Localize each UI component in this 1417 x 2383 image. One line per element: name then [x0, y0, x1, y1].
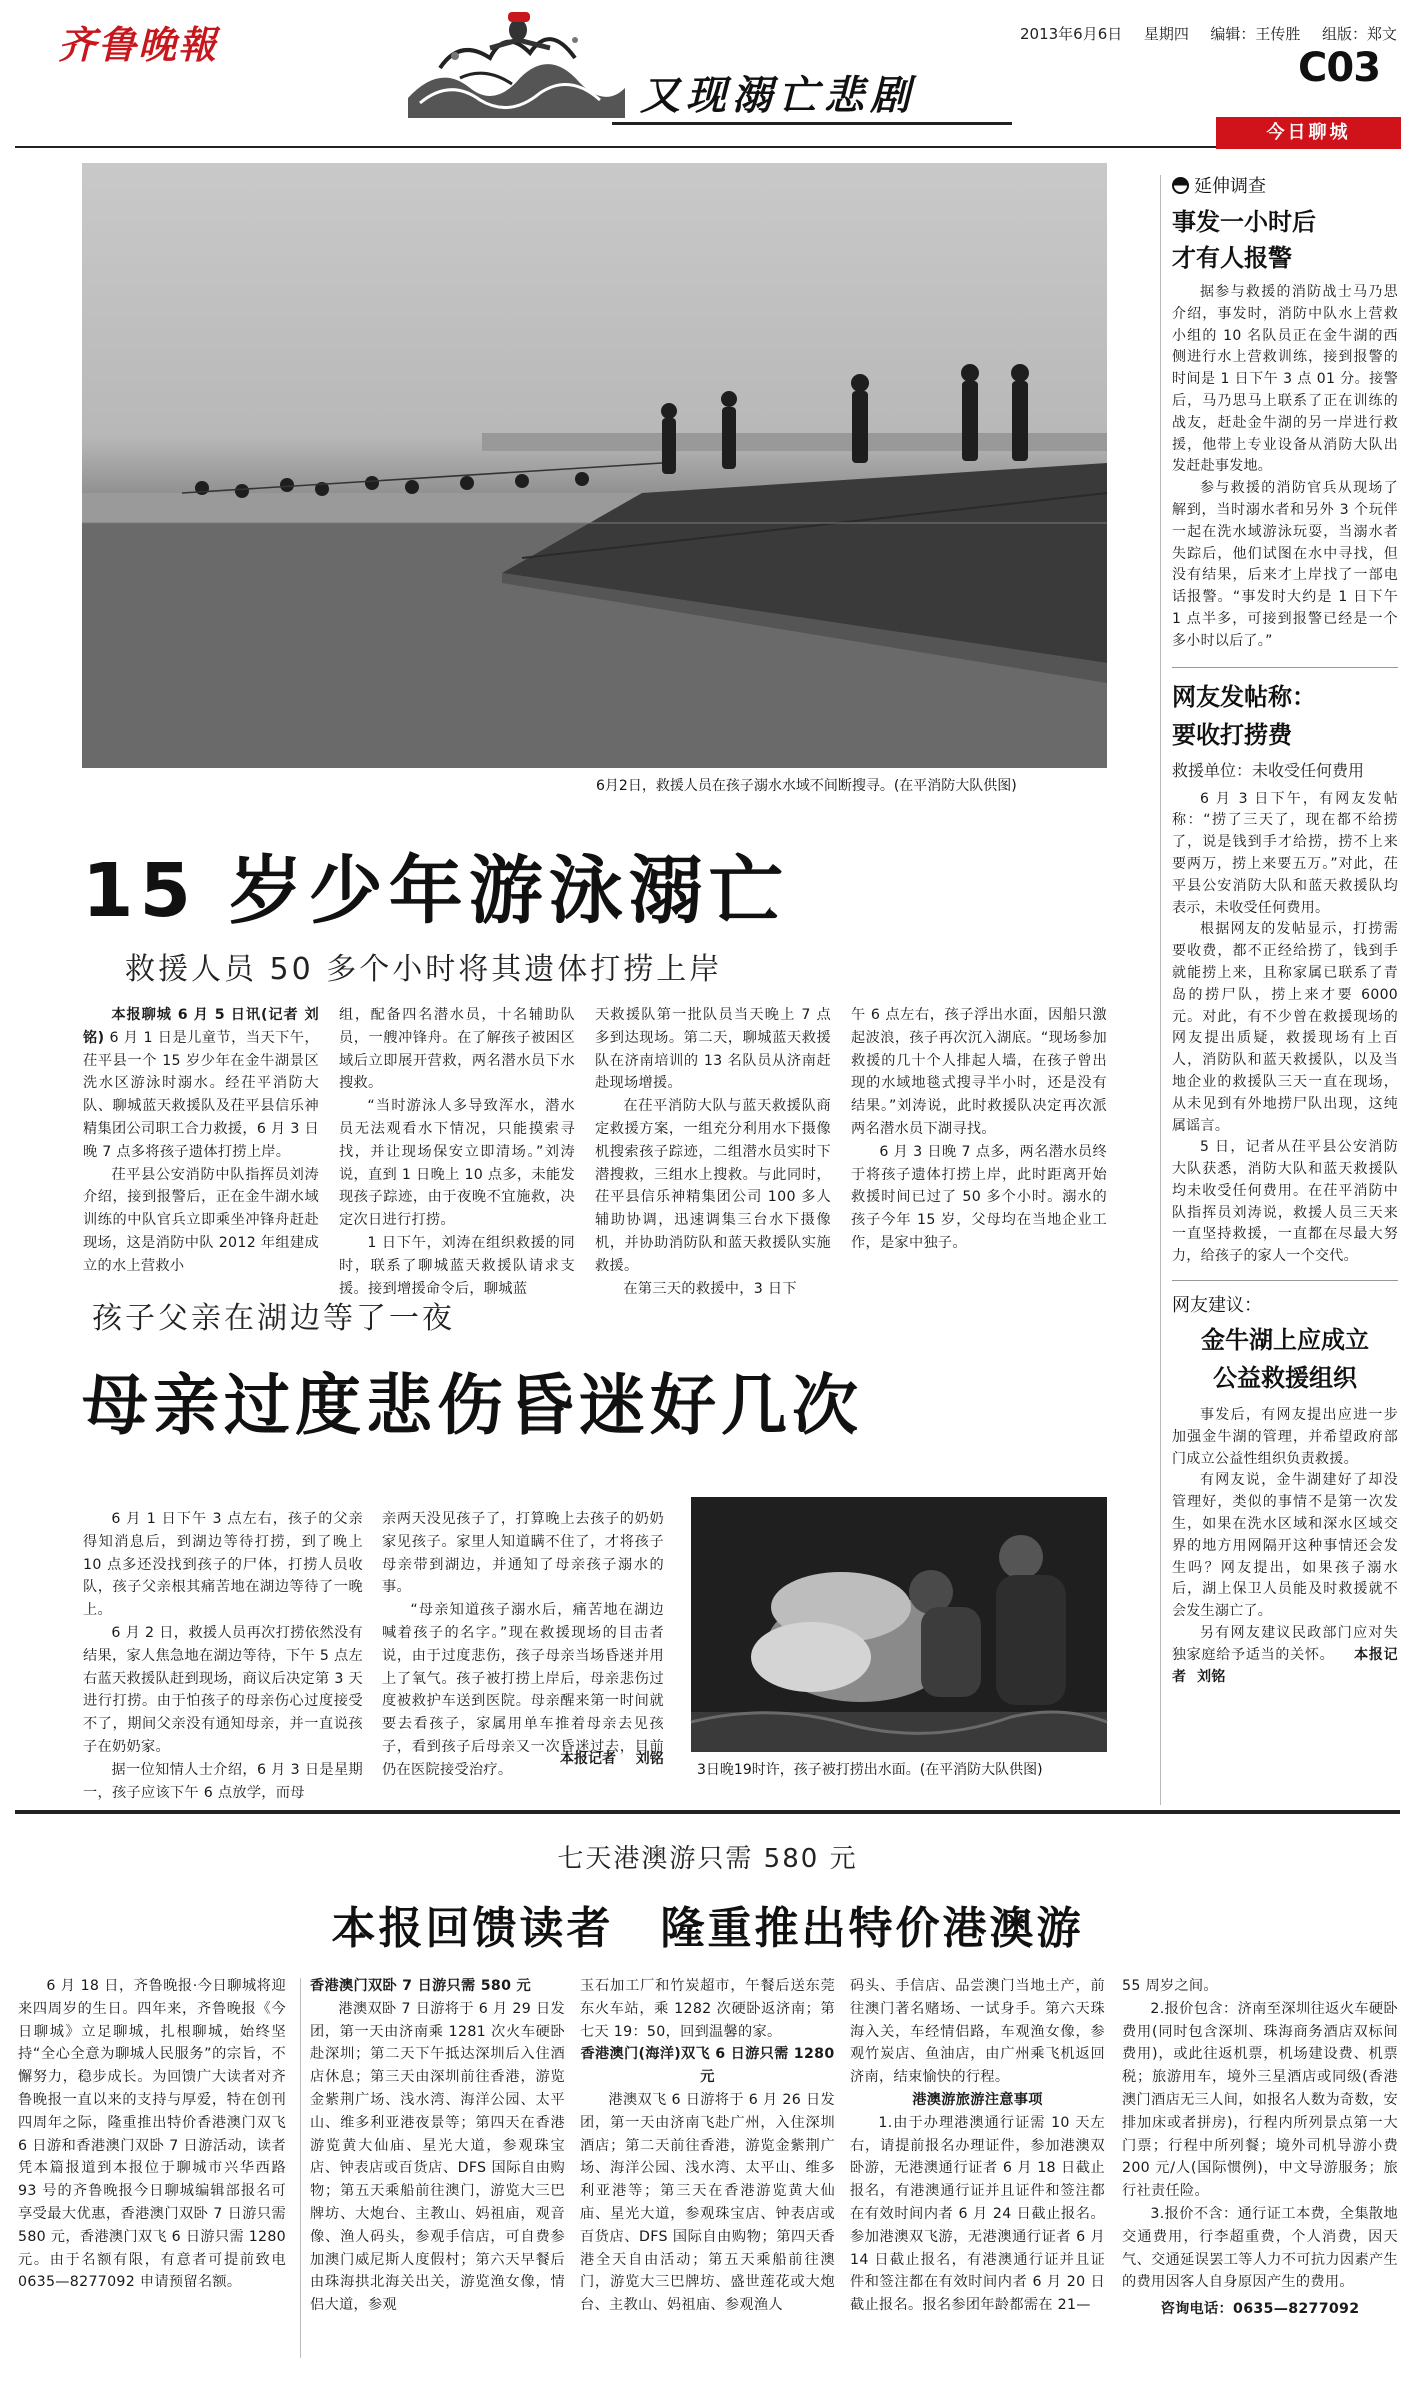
promo-text: 2.报价包含：济南至深圳往返火车硬卧费用(同时包含深圳、珠海商务酒店双标间费用)，或此往返机票，机场建设费、机票税；旅游用车，境外三星酒店或同级(香港澳门酒店无三人间，如报名人数为奇数，安排加床或者拼房)，行程内所列景点第一大门票；行程中所列餐；境外司机导游小费 200 元/人(国际惯例)，中文导游服务；旅行社责任险。 — [1122, 2000, 1398, 2200]
photo2-caption: 3日晚19时许，孩子被打捞出水面。(在平消防大队供图) — [697, 1762, 1043, 1778]
promo-subheading: 香港澳门(海洋)双飞 6 日游只需 1280 元 — [580, 2046, 835, 2086]
main-story-text: 在第三天的救援中，3 日下 — [623, 1280, 797, 1297]
sidebar-text: 6 月 3 日下午，有网友发帖称：“捞了三天了，现在都不给捞了，说是钱到手才给捞，捞不上来要两万，捞上来要五万。”对此，茌平县公安消防大队和蓝天救援队均表示，未收受任何费用。 — [1172, 790, 1398, 916]
dateline: 本报聊城 6 月 5 日讯(记者 刘铭) — [83, 1007, 319, 1046]
title-line: 网友发帖称： — [1172, 682, 1316, 711]
main-story-col2 — [339, 1004, 575, 1297]
paper-logo: 齐鲁晚報 — [58, 22, 219, 67]
main-story-text: “当时游泳人多导致浑水，潜水员无法观看水下情况，只能摸索寻找，并让现场保安立即清场。”刘涛说，直到 1 日晚上 10 点多，未能发现孩子踪迹，由于夜晚不宜施救，决定次日进行打捞。 — [339, 1098, 575, 1229]
main-headline: 15 岁少年游泳溺亡 — [82, 848, 789, 934]
drowning-illustration — [400, 8, 630, 123]
sidebar-section3-text — [1172, 1405, 1398, 1688]
second-headline: 母亲过度悲伤昏迷好几次 — [82, 1367, 863, 1444]
section-title-underline — [612, 122, 1012, 125]
promo-col4 — [850, 1975, 1105, 2360]
sidebar-section2-sub: 救援单位：未收受任何费用 — [1172, 760, 1365, 780]
sidebar-title-3 — [1172, 1321, 1398, 1397]
second-story-text: 6 月 1 日下午 3 点左右，孩子的父亲得知消息后，到湖边等待打捞，到了晚上 10 点多还没找到孩子的尸体，打捞人员收队，孩子父亲根其痛苦地在湖边等待了一晚上。 — [83, 1511, 363, 1619]
byline-name: 刘铭 — [635, 1751, 664, 1767]
main-story-col3 — [595, 1004, 831, 1297]
main-story-col1 — [83, 1004, 319, 1274]
sidebar-text: 据参与救援的消防战士马乃思介绍，事发时，消防中队水上营救小组的 10 名队员正在金牛湖的西侧进行水上营救训练，接到报警的时间是 1 日下午 3 点 01 分。接警后，马乃思马上联系了正在训练的战友，赶赴金牛湖的另一岸进行救援，他带上专业设备从消防大队出发赶赴事发地。 — [1172, 284, 1398, 475]
sidebar-text: 事发后，有网友提出应进一步加强金牛湖的管理，并希望政府部门成立公益性组织负责救援。 — [1172, 1407, 1398, 1467]
masthead — [0, 0, 1417, 150]
sidebar-title-1 — [1172, 204, 1398, 276]
promo-top-rule — [15, 1810, 1400, 1814]
second-byline — [560, 1748, 664, 1768]
title-line: 才有人报警 — [1172, 244, 1292, 272]
photo1-caption: 6月2日，救援人员在孩子溺水水域不间断搜寻。(在平消防大队供图) — [596, 778, 1017, 794]
sidebar-title-2 — [1172, 678, 1398, 754]
byline-name: 刘铭 — [1197, 1668, 1226, 1685]
sidebar-section2-text — [1172, 789, 1398, 1269]
main-story-text: 6 月 1 日是儿童节，当天下午，茌平县一个 15 岁少年在金牛湖景区洗水区游泳时溺水。经茌平消防大队、聊城蓝天救援队及茌平县信乐神精集团公司职工合力救援，6 月 3 日晚 7 点多将孩子遗体打捞上岸。 — [83, 1029, 319, 1160]
main-story-text: 茌平县公安消防中队指挥员刘涛介绍，接到报警后，正在金牛湖水域训练的中队官兵立即乘坐冲锋舟赶赴现场，这是消防中队 2012 年组建成立的水上营救小 — [83, 1166, 319, 1274]
promo-text: 6 月 18 日，齐鲁晚报·今日聊城将迎来四周岁的生日。四年来，齐鲁晚报《今日聊城》立足聊城，扎根聊城，始终坚持“全心全意为聊城人民服务”的宗旨，不懈努力，稳步成长。为回馈广大读者对齐鲁晚报一直以来的支持与厚爱，特在创刊四周年之际，隆重推出特价香港澳门双飞 6 日游和香港澳门双卧 7 日游活动，读者凭本篇报道到本报位于聊城市兴华西路 93 号的齐鲁晚报今日聊城编辑部报名可享受最大优惠，香港澳门双卧 7 日游只需 580 元，香港澳门双飞 6 日游只需 1280 元。由于名额有限，有意者可提前致电 0635—8277092 申请预留名额。 — [18, 1978, 286, 2291]
sidebar — [1172, 172, 1398, 1688]
promo-subheading: 香港澳门双卧 7 日游只需 580 元 — [310, 1978, 532, 1994]
header-rule — [15, 146, 1400, 148]
edition-tag: 今日聊城 — [1216, 117, 1401, 149]
body-recovery-photo — [691, 1497, 1107, 1752]
second-story-text: 6 月 2 日，救援人员再次打捞依然没有结果，家人焦急地在湖边等待，下午 5 点左右蓝天救援队赶到现场，商议后决定第 3 天进行打捞。由于怕孩子的母亲伤心过度接受不了，期间父亲没有通知母亲，并一直说孩子在奶奶家。 — [83, 1624, 363, 1755]
issue-date: 2013年6月6日 — [1020, 25, 1123, 43]
sidebar-text: 根据网友的发帖显示，打捞需要收费，都不正经给捞了，钱到手就能捞上来，且称家属已联系了青岛的捞尸队，捞上来才要 6000 元。对此，有不少曾在救援现场的网友提出质疑，救援现场有上百人，消防队和蓝天救援队，以及当地企业的救援队三天一直在现场，从未见到有外地捞尸队出现，这纯属谣言。 — [1172, 921, 1398, 1134]
promo-kicker: 七天港澳游只需 580 元 — [557, 1844, 858, 1874]
promo-divider — [300, 1978, 301, 2358]
second-story-text: 亲两天没见孩子了，打算晚上去孩子的奶奶家见孩子。家里人知道瞒不住了，才将孩子母亲带到湖边，并通知了母亲孩子溺水的事。 — [382, 1511, 664, 1596]
main-story-text: 6 月 3 日晚 7 点多，两名潜水员终于将孩子遗体打捞上岸，此时距离开始救援时间已过了 50 多个小时。溺水的孩子今年 15 岁，父母均在当地企业工作，是家中独子。 — [851, 1143, 1107, 1251]
sidebar-text: 参与救援的消防官兵从现场了解到，当时溺水者和另外 3 个玩伴一起在洗水域游泳玩耍，当溺水者失踪后，他们试图在水中寻找，但没有结果，后来才上岸找了一部电话报警。“事发时大约是 1 日下午 1 点半多，可接到报警已经是一个多小时以后了。” — [1172, 480, 1398, 649]
title-line: 事发一小时后 — [1172, 208, 1316, 236]
promo-text: 55 周岁之间。 — [1122, 1978, 1218, 1994]
section-title: 又现溺亡悲剧 — [640, 73, 916, 119]
promo-col3 — [580, 1975, 835, 2360]
issue-info — [1020, 23, 1397, 44]
sidebar-text: 另有网友建议民政部门应对失独家庭给予适当的关怀。 — [1172, 1625, 1398, 1663]
main-story-text: 天救援队第一批队员当天晚上 7 点多到达现场。第二天，聊城蓝天救援队在济南培训的 13 名队员从济南赶赴现场增援。 — [595, 1007, 831, 1092]
main-story-text: 组，配备四名潜水员，十名辅助队员，一艘冲锋舟。在了解孩子被困区域后立即展开营救，两名潜水员下水搜救。 — [339, 1007, 575, 1092]
extended-investigation-tag — [1172, 172, 1398, 198]
tag-label: 延伸调查 — [1194, 176, 1266, 197]
promo-phone: 咨询电话：0635—8277092 — [1160, 2301, 1360, 2318]
second-story-col2 — [382, 1508, 664, 1778]
second-kicker: 孩子父亲在湖边等了一夜 — [92, 1301, 455, 1336]
page-number: C03 — [1298, 45, 1381, 91]
promo-col2 — [310, 1975, 565, 2360]
promo-text: 港澳双卧 7 日游将于 6 月 29 日发团，第一天由济南乘 1281 次火车硬卧赴深圳；第二天下午抵达深圳后入住酒店休息；第三天由深圳前往香港，游览金紫荆广场、浅水湾、海洋公园、太平山、维多利亚港夜景等；第四天在香港游览黄大仙庙、星光大道，参观珠宝店、钟表店或百货店、DFS 国际自由购物；第五天乘船前往澳门，游览大三巴牌坊、大炮台、主教山、妈祖庙，观音像、渔人码头，参观手信店，可自费参加澳门威尼斯人度假村；第六天早餐后由珠海拱北海关出关，游览渔女像，情侣大道，参观 — [310, 2000, 565, 2314]
main-story-text: 在茌平消防大队与蓝天救援队商定救援方案，一组充分利用水下摄像机搜索孩子踪迹，二组潜水员实时下潜搜救，三组水上搜救。与此同时，茌平县信乐神精集团公司 100 多人辅助协调，迅速调集三台水下摄像机，并协助消防队和蓝天救援队实施救援。 — [595, 1098, 831, 1274]
promo-text: 3.报价不含：通行证工本费，全集散地交通费用，行李超重费，个人消费，因天气、交通延误罢工等人力不可抗力因素产生的费用因客人自身原因产生的费用。 — [1122, 2205, 1398, 2291]
sidebar-text: 5 日，记者从茌平县公安消防大队获悉，消防大队和蓝天救援队均未收受任何费用。在茌平消防中队指挥员刘涛说，救援人员三天来一直坚持救援，一直都在尽最大努力，给孩子的家人一个交代。 — [1172, 1139, 1398, 1265]
sidebar-text: 有网友说，金牛湖建好了却没管理好，类似的事情不是第一次发生，如果在洗水区域和深水区域交界的地方用网隔开这种事情还会发生吗？网友提出，如果孩子溺水后，湖上保卫人员能及时救援就不会发生溺亡了。 — [1172, 1472, 1398, 1620]
main-subhead: 救援人员 50 多个小时将其遗体打捞上岸 — [125, 952, 723, 987]
promo-text: 玉石加工厂和竹炭超市，午餐后送东莞东火车站，乘 1282 次硬卧返济南；第七天 19：50，回到温馨的家。 — [580, 1978, 835, 2040]
byline-label: 本报记者 — [560, 1751, 616, 1767]
netizen-suggestion-tag: 网友建议： — [1172, 1295, 1262, 1317]
second-story-col1 — [83, 1508, 363, 1801]
promo-text: 码头、手信店、品尝澳门当地土产，前往澳门著名赌场、一试身手。第六天珠海入关，车经情侣路，车观渔女像，参观竹炭店、鱼油店，由广州乘飞机返回济南，结束愉快的行程。 — [850, 1978, 1105, 2086]
second-story-text: “母亲知道孩子溺水后，痛苦地在湖边喊着孩子的名字。”现在救援现场的目击者说，由于过度悲伤，孩子母亲当场昏迷并用上了氧气。孩子被打捞上岸后，母亲悲伤过度被救护车送到医院。母亲醒来第一时间就要去看孩子，家属用单车推着母亲去见孩子，看到孩子后母亲又一次昏迷过去，目前仍在医院接受治疗。 — [382, 1602, 664, 1778]
promo-headline: 本报回馈读者 隆重推出特价港澳游 — [331, 1903, 1084, 1954]
main-story-text: 午 6 点左右，孩子浮出水面，因船只激起波浪，孩子再次沉入湖底。“现场参加救援的几十个人排起人墙，在孩子曾出现的水域地毯式搜寻半小时，还是没有结果。”刘涛说，此时救援队决定再次派两名潜水员下湖寻找。 — [851, 1007, 1107, 1137]
sidebar-left-rule — [1160, 175, 1161, 1805]
issue-weekday: 星期四 — [1143, 25, 1189, 43]
promo-col1 — [18, 1975, 286, 2360]
promo-col5 — [1122, 1975, 1398, 2360]
sidebar-section1-text — [1172, 282, 1398, 653]
layout-credit: 组版：郑文 — [1321, 25, 1397, 43]
promo-subheading: 港澳游旅游注意事项 — [912, 2091, 1043, 2108]
rescue-search-photo — [82, 163, 1107, 768]
promo-text: 1.由于办理港澳通行证需 10 天左右，请提前报名办理证件，参加港澳双卧游，无港澳通行证者 6 月 18 日截止报名，有港澳通行证并且证件和签注都在有效时间内者 6 月 24 日截止报名。参加港澳双飞游，无港澳通行证者 6 月 14 日截止报名，有港澳通行证并且证件和签注都在有效时间内者 6 月 20 日截止报名。报名参团年龄都需在 21— — [850, 2114, 1105, 2314]
second-story-text: 据一位知情人士介绍，6 月 3 日是星期一，孩子应该下午 6 点放学，而母 — [83, 1761, 363, 1801]
main-story-col4 — [851, 1004, 1107, 1252]
title-line: 要收打捞费 — [1172, 720, 1292, 749]
title-line: 公益救援组织 — [1213, 1364, 1357, 1393]
editor-credit: 编辑：王传胜 — [1210, 25, 1301, 43]
main-story-text: 1 日下午，刘涛在组织救援的同时，联系了聊城蓝天救援队请求支援。接到增援命令后，聊城蓝 — [339, 1234, 575, 1297]
tag-bullet-icon — [1172, 177, 1189, 194]
promo-text: 港澳双飞 6 日游将于 6 月 26 日发团，第一天由济南飞赴广州，入住深圳酒店；第二天前往香港，游览金紫荆广场、海洋公园、浅水湾、太平山、维多利亚港等；第三天在香港游览黄大仙庙、星光大道，参观珠宝店、钟表店或百货店、DFS 国际自由购物；第四天香港全天自由活动；第五天乘船前往澳门，游览大三巴牌坊、盛世莲花或大炮台、主教山、妈祖庙、参观渔人 — [580, 2091, 835, 2314]
title-line: 金牛湖上应成立 — [1201, 1326, 1369, 1355]
byline-label: 本报记者 — [1172, 1646, 1398, 1685]
